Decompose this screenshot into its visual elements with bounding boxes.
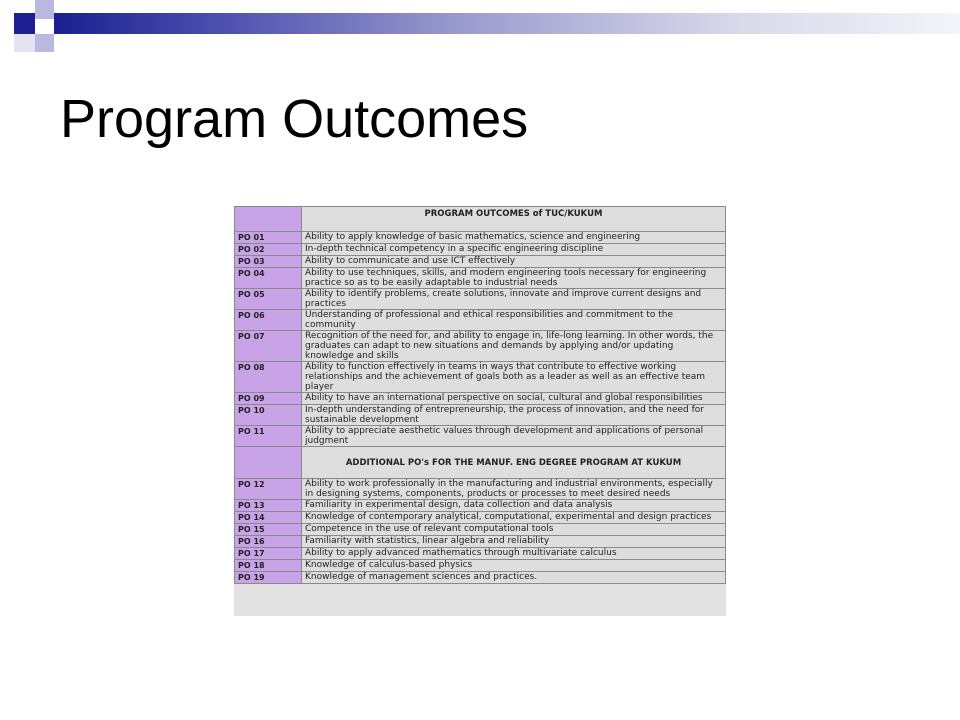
outcome-code: PO 11 bbox=[235, 426, 302, 447]
table-row bbox=[235, 426, 726, 447]
outcome-code: PO 17 bbox=[235, 548, 302, 560]
outcomes-table bbox=[234, 206, 726, 584]
outcome-code: PO 02 bbox=[235, 244, 302, 256]
outcome-code: PO 12 bbox=[235, 479, 302, 500]
table-header-row bbox=[235, 207, 726, 232]
decorative-header bbox=[0, 0, 960, 52]
decor-square-lavender bbox=[35, 34, 54, 52]
table-row bbox=[235, 479, 726, 500]
decor-square-light bbox=[14, 34, 35, 52]
decor-square-lavender bbox=[35, 0, 54, 19]
outcome-code: PO 16 bbox=[235, 536, 302, 548]
table-row bbox=[235, 289, 726, 310]
outcome-description: Knowledge of management sciences and practices. bbox=[302, 572, 726, 584]
decor-gradient-bar bbox=[54, 13, 960, 34]
header-code-cell bbox=[235, 447, 302, 479]
table-row bbox=[235, 548, 726, 560]
slide-title: Program Outcomes bbox=[60, 89, 529, 149]
outcome-code: PO 04 bbox=[235, 268, 302, 289]
table-row bbox=[235, 244, 726, 256]
table-row bbox=[235, 268, 726, 289]
decor-square-navy bbox=[14, 13, 35, 34]
outcome-description: Ability to apply advanced mathematics through multivariate calculus bbox=[302, 548, 726, 560]
outcome-description: Ability to function effectively in teams in ways that contribute to effective working relationships and the achievement of goals both as a leader as well as an effective team player bbox=[302, 362, 726, 393]
table-row bbox=[235, 310, 726, 331]
outcome-code: PO 19 bbox=[235, 572, 302, 584]
table-row bbox=[235, 405, 726, 426]
outcome-description: Knowledge of calculus-based physics bbox=[302, 560, 726, 572]
outcome-description: Ability to use techniques, skills, and modern engineering tools necessary for engineering practice so as to be easily adaptable to industrial needs bbox=[302, 268, 726, 289]
outcome-description: Ability to have an international perspective on social, cultural and global responsibilities bbox=[302, 393, 726, 405]
table-row bbox=[235, 393, 726, 405]
table-row bbox=[235, 256, 726, 268]
outcome-description: Ability to identify problems, create solutions, innovate and improve current designs and practices bbox=[302, 289, 726, 310]
outcome-code: PO 13 bbox=[235, 500, 302, 512]
table-title: PROGRAM OUTCOMES of TUC/KUKUM bbox=[302, 207, 726, 232]
table-row bbox=[235, 232, 726, 244]
outcome-description: In-depth understanding of entrepreneurship, the process of innovation, and the need for sustainable development bbox=[302, 405, 726, 426]
outcome-code: PO 07 bbox=[235, 331, 302, 362]
outcome-description: Competence in the use of relevant computational tools bbox=[302, 524, 726, 536]
outcome-description: Familiarity with statistics, linear algebra and reliability bbox=[302, 536, 726, 548]
table-row bbox=[235, 560, 726, 572]
outcomes-table-image bbox=[234, 206, 726, 616]
table-row bbox=[235, 362, 726, 393]
outcome-code: PO 15 bbox=[235, 524, 302, 536]
outcome-description: Ability to communicate and use ICT effectively bbox=[302, 256, 726, 268]
outcome-code: PO 01 bbox=[235, 232, 302, 244]
outcome-description: Ability to work professionally in the manufacturing and industrial environments, especially in designing systems, components, products or processes to meet desired needs bbox=[302, 479, 726, 500]
table-row bbox=[235, 500, 726, 512]
table-row bbox=[235, 536, 726, 548]
outcome-description: Familiarity in experimental design, data collection and data analysis bbox=[302, 500, 726, 512]
outcome-code: PO 06 bbox=[235, 310, 302, 331]
outcome-code: PO 10 bbox=[235, 405, 302, 426]
outcome-description: Ability to apply knowledge of basic mathematics, science and engineering bbox=[302, 232, 726, 244]
outcome-description: In-depth technical competency in a specific engineering discipline bbox=[302, 244, 726, 256]
table-subtitle: ADDITIONAL PO's FOR THE MANUF. ENG DEGREE PROGRAM AT KUKUM bbox=[302, 447, 726, 479]
outcome-description: Understanding of professional and ethical responsibilities and commitment to the community bbox=[302, 310, 726, 331]
outcome-code: PO 05 bbox=[235, 289, 302, 310]
table-row bbox=[235, 331, 726, 362]
outcome-code: PO 18 bbox=[235, 560, 302, 572]
header-code-cell bbox=[235, 207, 302, 232]
table-subheader-row bbox=[235, 447, 726, 479]
table-row bbox=[235, 572, 726, 584]
outcome-description: Ability to appreciate aesthetic values through development and applications of personal judgment bbox=[302, 426, 726, 447]
outcome-code: PO 03 bbox=[235, 256, 302, 268]
outcome-description: Knowledge of contemporary analytical, computational, experimental and design practices bbox=[302, 512, 726, 524]
outcome-code: PO 09 bbox=[235, 393, 302, 405]
table-row bbox=[235, 512, 726, 524]
outcome-description: Recognition of the need for, and ability to engage in, life-long learning. In other words, the graduates can adapt to new situations and demands by applying and/or updating knowledge and skills bbox=[302, 331, 726, 362]
outcome-code: PO 08 bbox=[235, 362, 302, 393]
table-row bbox=[235, 524, 726, 536]
outcome-code: PO 14 bbox=[235, 512, 302, 524]
